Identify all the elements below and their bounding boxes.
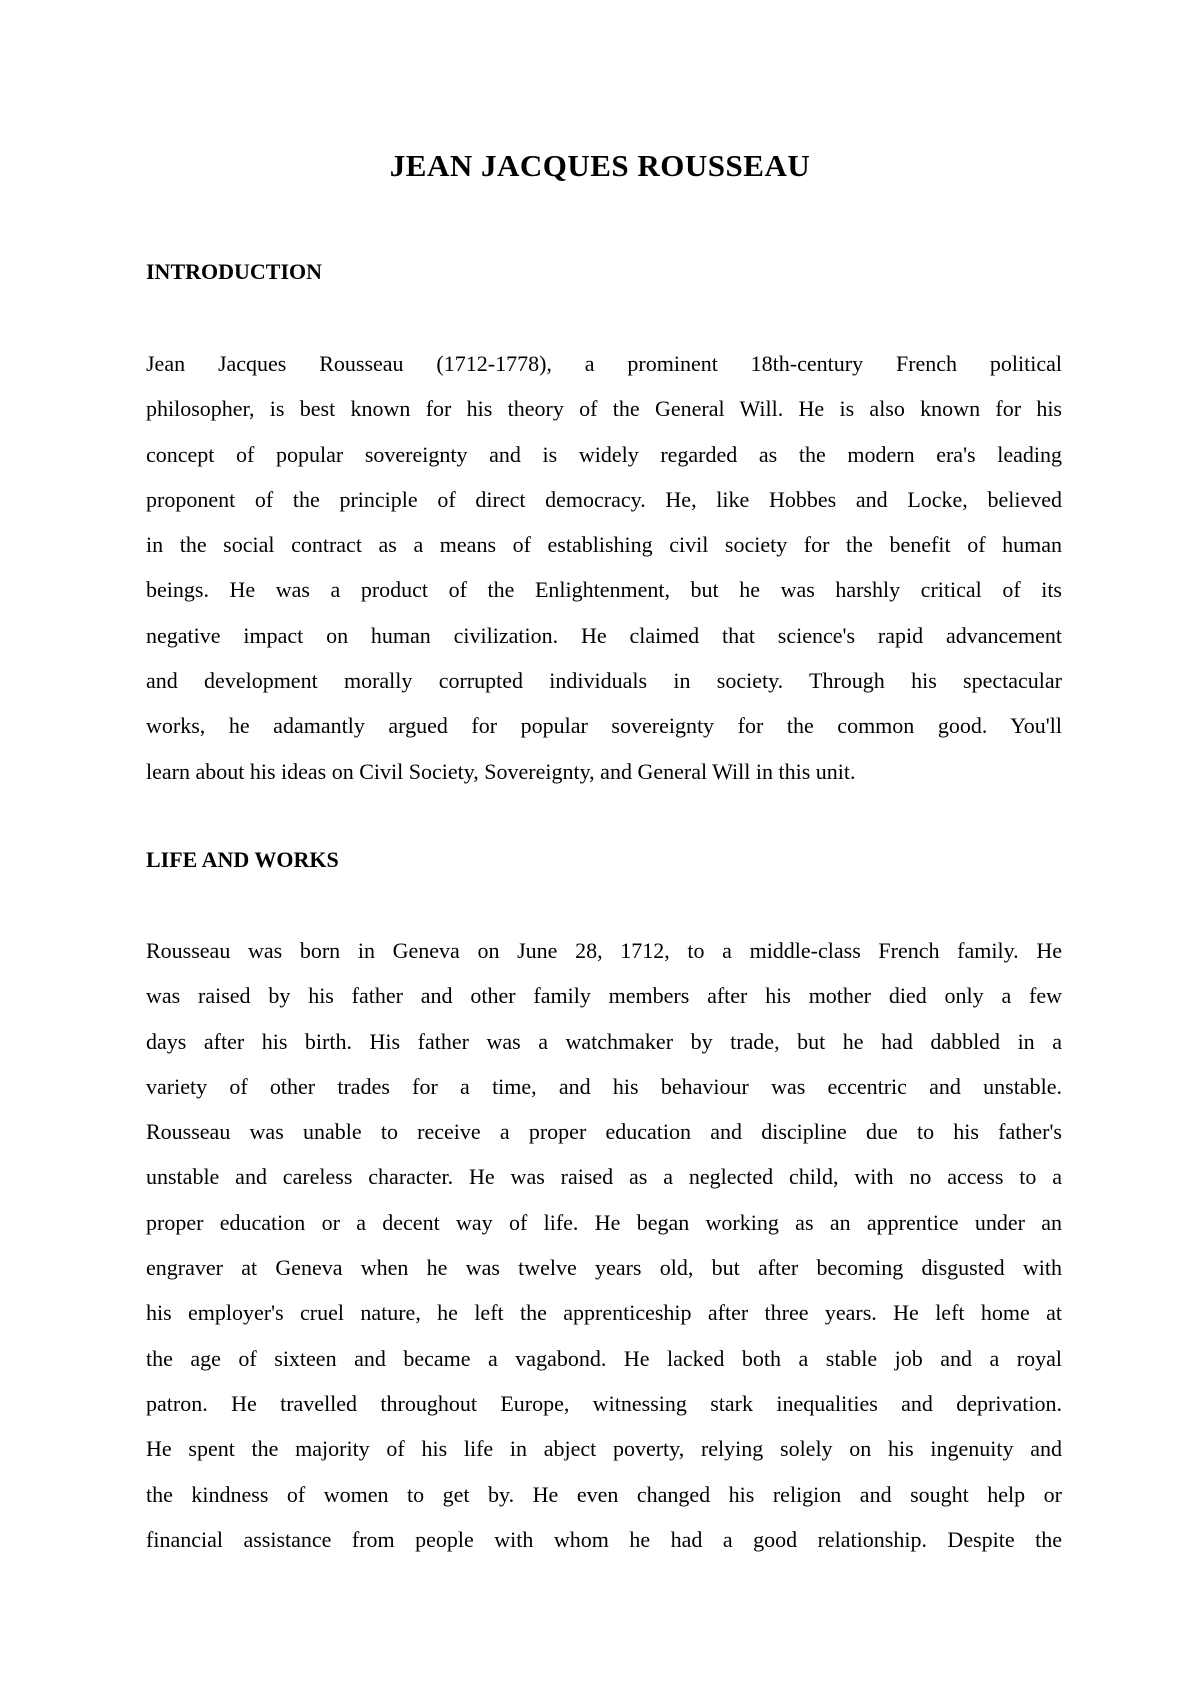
- page-title: JEAN JACQUES ROUSSEAU: [389, 148, 811, 183]
- paragraph-line: the age of sixteen and became a vagabond. He lacked both a stable job and a royal: [146, 1345, 1062, 1371]
- section-heading-life-and-works: LIFE AND WORKS: [146, 847, 339, 872]
- paragraph-line: Rousseau was unable to receive a proper education and discipline due to his father's: [146, 1119, 1062, 1145]
- paragraph-line: Jean Jacques Rousseau (1712-1778), a prominent 18th-century French political: [146, 351, 1062, 376]
- paragraph-line: works, he adamantly argued for popular sovereignty for the common good. You'll: [146, 713, 1062, 739]
- paragraph-line: and development morally corrupted individuals in society. Through his spectacular: [146, 668, 1062, 694]
- paragraph-line: concept of popular sovereignty and is widely regarded as the modern era's leading: [146, 441, 1062, 467]
- paragraph-line: patron. He travelled throughout Europe, witnessing stark inequalities and deprivation.: [146, 1390, 1062, 1416]
- introduction-paragraph: [146, 341, 1062, 794]
- paragraph-line: Rousseau was born in Geneva on June 28, 1712, to a middle-class French family. He: [146, 938, 1062, 963]
- paragraph-line: unstable and careless character. He was raised as a neglected child, with no access to a: [146, 1164, 1062, 1190]
- paragraph-line: financial assistance from people with whom he had a good relationship. Despite the: [146, 1526, 1062, 1552]
- paragraph-line: philosopher, is best known for his theory of the General Will. He is also known for his: [146, 396, 1062, 422]
- section-heading-introduction: INTRODUCTION: [146, 259, 323, 284]
- paragraph-line: the kindness of women to get by. He even changed his religion and sought help or: [146, 1481, 1062, 1507]
- paragraph-line: He spent the majority of his life in abject poverty, relying solely on his ingenuity and: [146, 1436, 1062, 1462]
- paragraph-line: engraver at Geneva when he was twelve years old, but after becoming disgusted with: [146, 1255, 1062, 1281]
- paragraph-line: his employer's cruel nature, he left the apprenticeship after three years. He left home at: [146, 1300, 1062, 1326]
- paragraph-line: days after his birth. His father was a watchmaker by trade, but he had dabbled in a: [146, 1028, 1062, 1054]
- paragraph-line: was raised by his father and other family members after his mother died only a few: [146, 983, 1062, 1009]
- paragraph-line: proponent of the principle of direct democracy. He, like Hobbes and Locke, believed: [146, 486, 1062, 512]
- paragraph-line: proper education or a decent way of life. He began working as an apprentice under an: [146, 1209, 1062, 1235]
- life-and-works-paragraph: [146, 928, 1062, 1562]
- paragraph-line: beings. He was a product of the Enlightenment, but he was harshly critical of its: [146, 577, 1062, 603]
- paragraph-line: variety of other trades for a time, and his behaviour was eccentric and unstable.: [146, 1073, 1062, 1099]
- paragraph-line: learn about his ideas on Civil Society, Sovereignty, and General Will in this unit.: [146, 758, 856, 784]
- paragraph-line: in the social contract as a means of establishing civil society for the benefit of human: [146, 532, 1062, 558]
- paragraph-line: negative impact on human civilization. He claimed that science's rapid advancement: [146, 622, 1062, 648]
